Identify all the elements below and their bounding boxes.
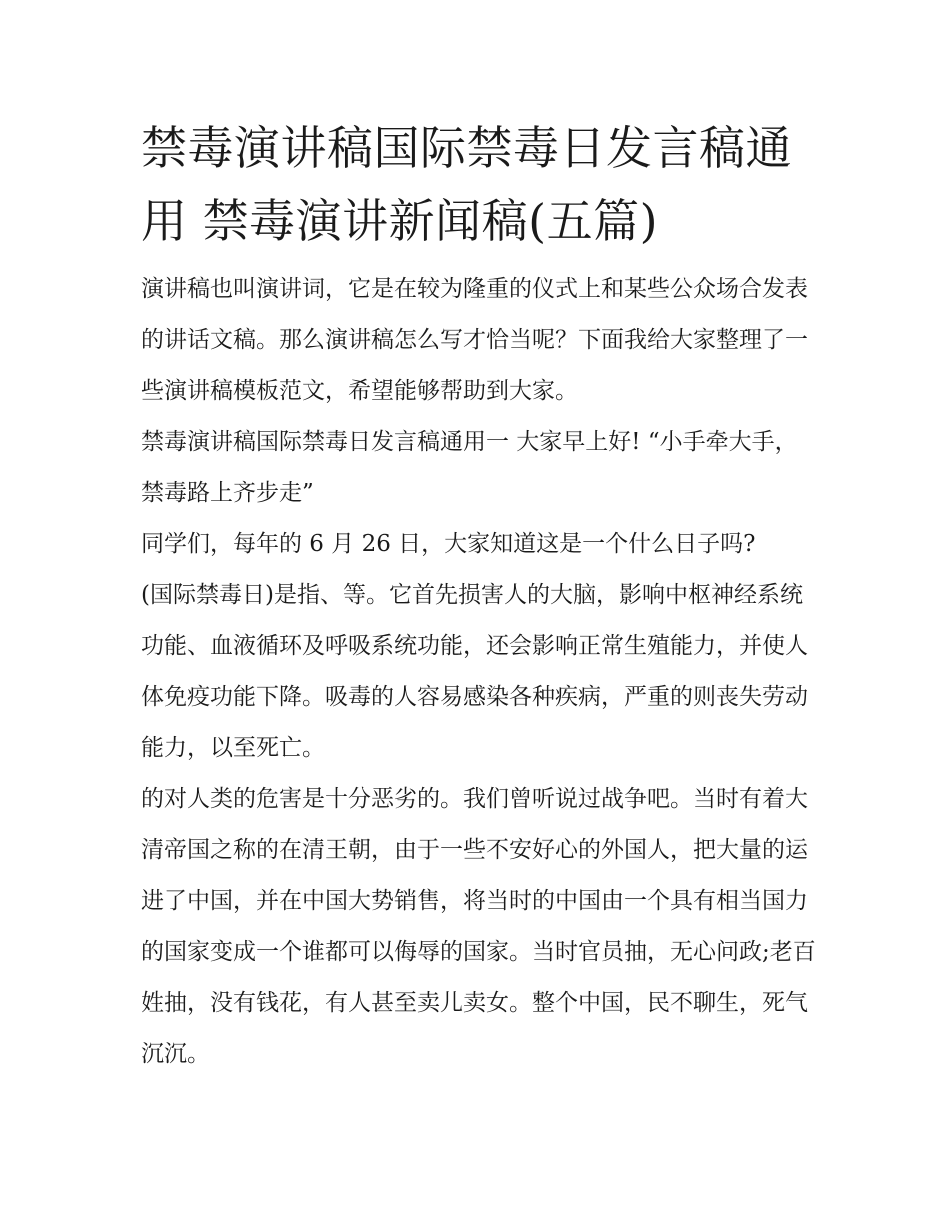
paragraph-speech-opening: 禁毒演讲稿国际禁毒日发言稿通用一 大家早上好! “小手牵大手，禁毒路上齐步走” (141, 429, 798, 506)
paragraph-history: 的对人类的危害是十分恶劣的。我们曾听说过战争吧。当时有着大清帝国之称的在清王朝，由于一些不安好心的外国人，把大量的运进了中国，并在中国大势销售，将当时的中国由一个具有相当国力的国家变成一个谁都可以侮辱的国家。当时官员抽，无心问政;老百姓抽，没有钱花，有人甚至卖儿卖女。整个中国，民不聊生，死气沉沉。 (141, 786, 816, 1067)
document-title: 禁毒演讲稿国际禁毒日发言稿通用 禁毒演讲新闻稿(五篇) (141, 121, 792, 248)
paragraph-question: 同学们，每年的 6 月 26 日，大家知道这是一个什么日子吗? (141, 531, 756, 557)
paragraph-intro: 演讲稿也叫演讲词，它是在较为隆重的仪式上和某些公众场合发表的讲话文稿。那么演讲稿怎么写才恰当呢？下面我给大家整理了一些演讲稿模板范文，希望能够帮助到大家。 (141, 276, 808, 404)
paragraph-harm: (国际禁毒日)是指、等。它首先损害人的大脑，影响中枢神经系统功能、血液循环及呼吸系统功能，还会影响正常生殖能力，并使人体免疫功能下降。吸毒的人容易感染各种疾病，严重的则丧失劳动能力，以至死亡。 (141, 582, 808, 761)
document-page (141, 112, 816, 1080)
